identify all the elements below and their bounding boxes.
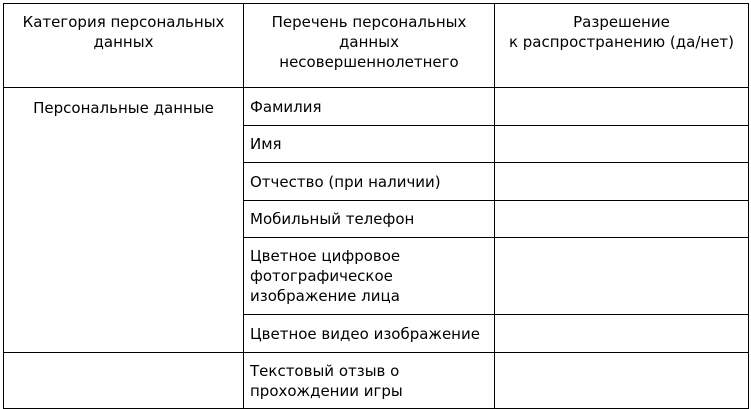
permission-cell[interactable]: [495, 126, 749, 163]
item-cell: Цветное цифровое фотографическое изображение лица: [244, 238, 495, 315]
permission-cell[interactable]: [495, 88, 749, 126]
permission-cell[interactable]: [495, 163, 749, 201]
category-cell: [4, 353, 244, 409]
table-header-row: [4, 4, 749, 88]
header-permission: Разрешение к распространению (да/нет): [495, 4, 749, 88]
item-cell: Фамилия: [244, 88, 495, 126]
permission-cell[interactable]: [495, 201, 749, 238]
table-row: [4, 353, 749, 409]
item-cell: Мобильный телефон: [244, 201, 495, 238]
item-cell: Цветное видео изображение: [244, 315, 495, 353]
header-category: Категория персональных данных: [4, 4, 244, 88]
item-cell: Имя: [244, 126, 495, 163]
item-cell: Отчество (при наличии): [244, 163, 495, 201]
permission-cell[interactable]: [495, 315, 749, 353]
permission-cell[interactable]: [495, 353, 749, 409]
category-cell: Персональные данные: [4, 88, 244, 353]
header-data-list: Перечень персональных данных несовершеннолетнего: [244, 4, 495, 88]
item-cell: Текстовый отзыв о прохождении игры: [244, 353, 495, 409]
table-row: [4, 88, 749, 126]
personal-data-table: [3, 3, 749, 409]
permission-cell[interactable]: [495, 238, 749, 315]
